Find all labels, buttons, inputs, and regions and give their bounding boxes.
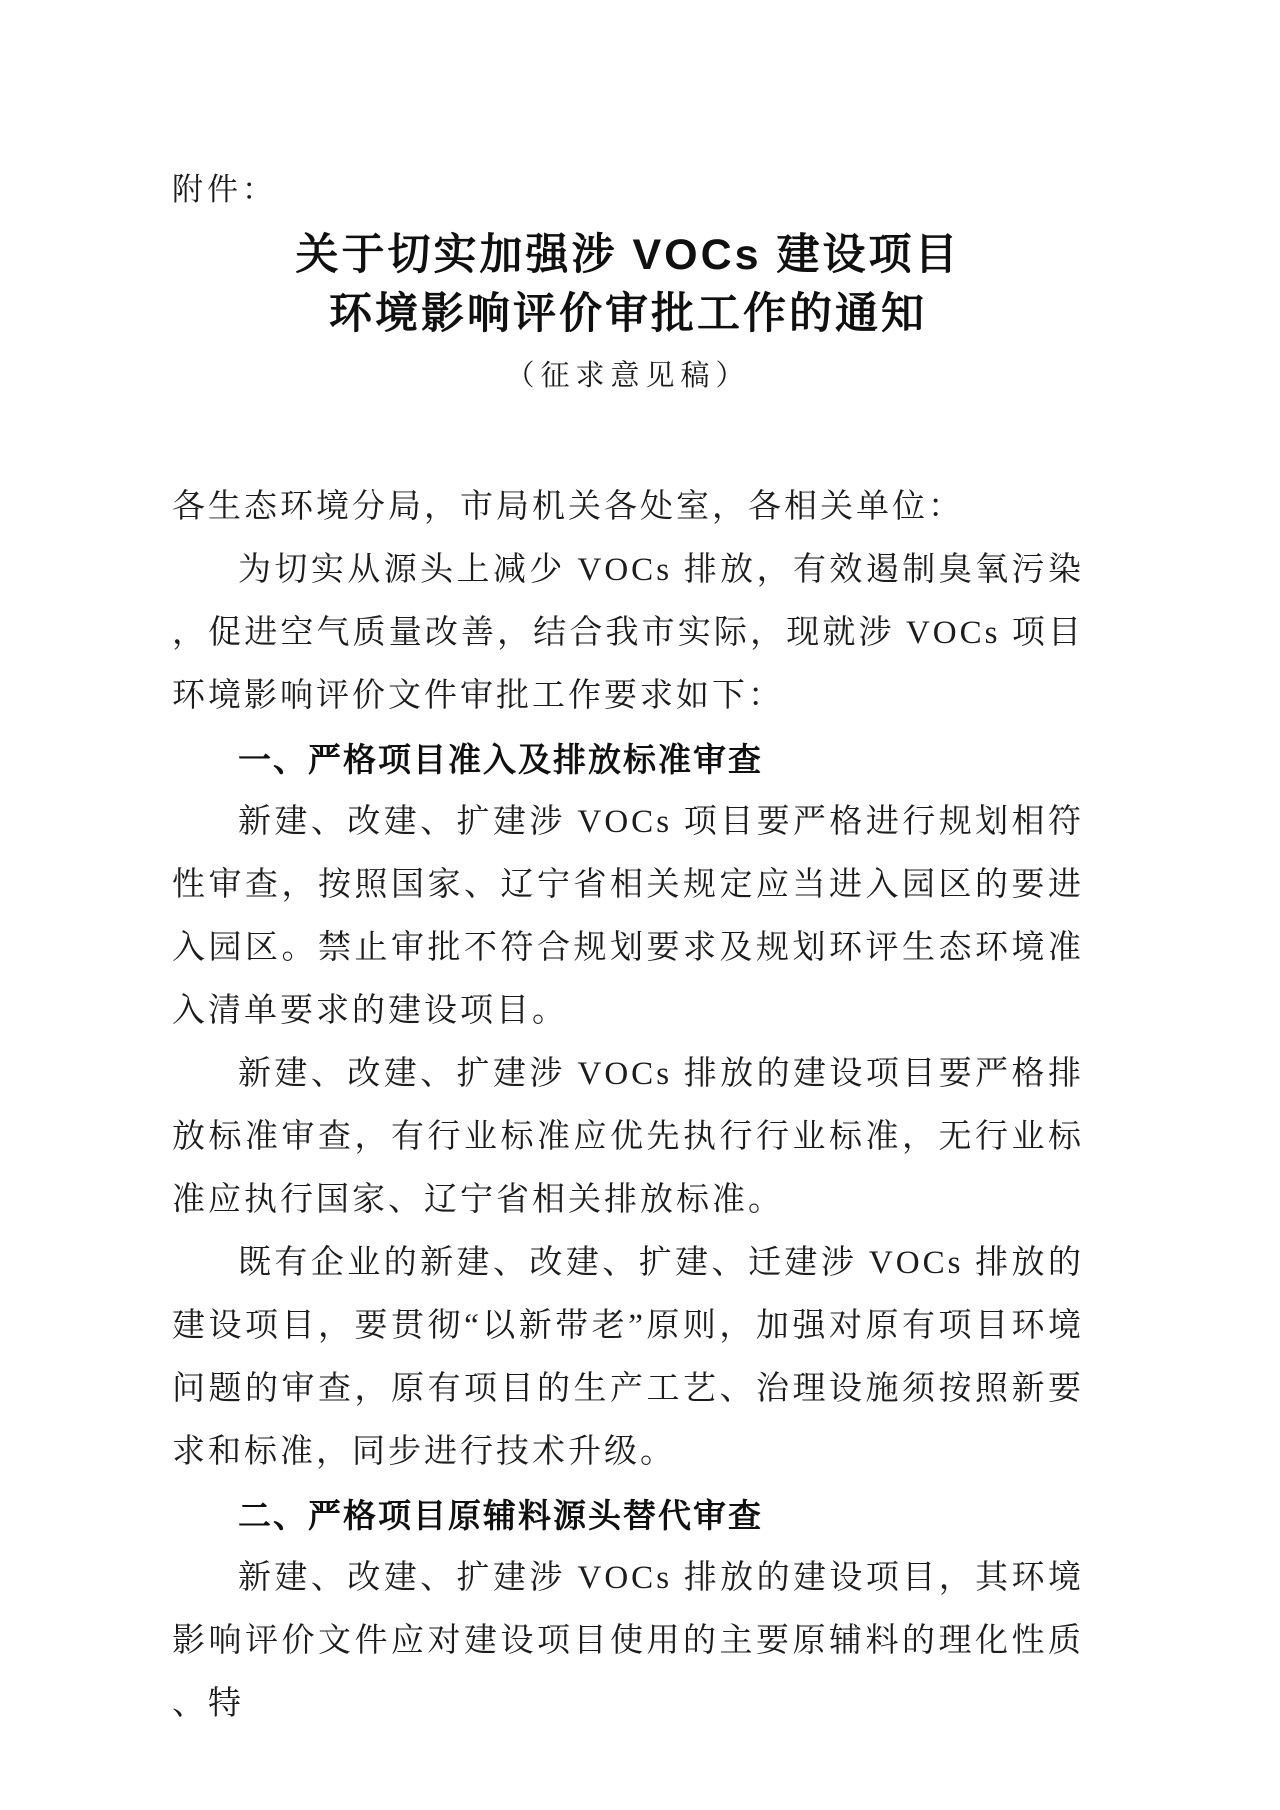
- section-2-heading: 二、严格项目原辅料源头替代审查: [238, 1497, 763, 1534]
- document-subtitle: （征求意见稿）: [505, 360, 751, 392]
- section-1-paragraph-1: 新建、改建、扩建涉 VOCs 项目要严格进行规划相符性审查，按照国家、辽宁省相关规定应当进入园区的要进入园区。禁止审批不符合规划要求及规划环评生态环境准入清单要求的建设项目。: [172, 804, 1084, 1029]
- section-1-paragraph-3: 既有企业的新建、改建、扩建、迁建涉 VOCs 排放的建设项目，要贯彻“以新带老”原则，加强对原有项目环境问题的审查，原有项目的生产工艺、治理设施须按照新要求和标准，同步进行技术升级。: [172, 1245, 1084, 1470]
- document-title-line-2: 环境影响评价审批工作的通知: [329, 290, 927, 338]
- section-2-paragraph-1: 新建、改建、扩建涉 VOCs 排放的建设项目，其环境影响评价文件应对建设项目使用的主要原辅料的理化性质、特: [172, 1560, 1084, 1722]
- intro-paragraph: 为切实从源头上减少 VOCs 排放，有效遏制臭氧污染，促进空气质量改善，结合我市实际，现就涉 VOCs 项目环境影响评价文件审批工作要求如下：: [172, 552, 1084, 714]
- salutation-line: 各生态环境分局，市局机关各处室，各相关单位：: [172, 489, 964, 525]
- section-1-heading: 一、严格项目准入及排放标准审查: [238, 741, 763, 778]
- document-body: [172, 476, 1084, 1736]
- document-title: [172, 226, 1084, 344]
- document-title-line-1: 关于切实加强涉 VOCs 建设项目: [295, 231, 961, 279]
- attachment-label: 附件：: [172, 172, 277, 207]
- section-1-paragraph-2: 新建、改建、扩建涉 VOCs 排放的建设项目要严格排放标准审查，有行业标准应优先执行行业标准，无行业标准应执行国家、辽宁省相关排放标准。: [172, 1056, 1084, 1218]
